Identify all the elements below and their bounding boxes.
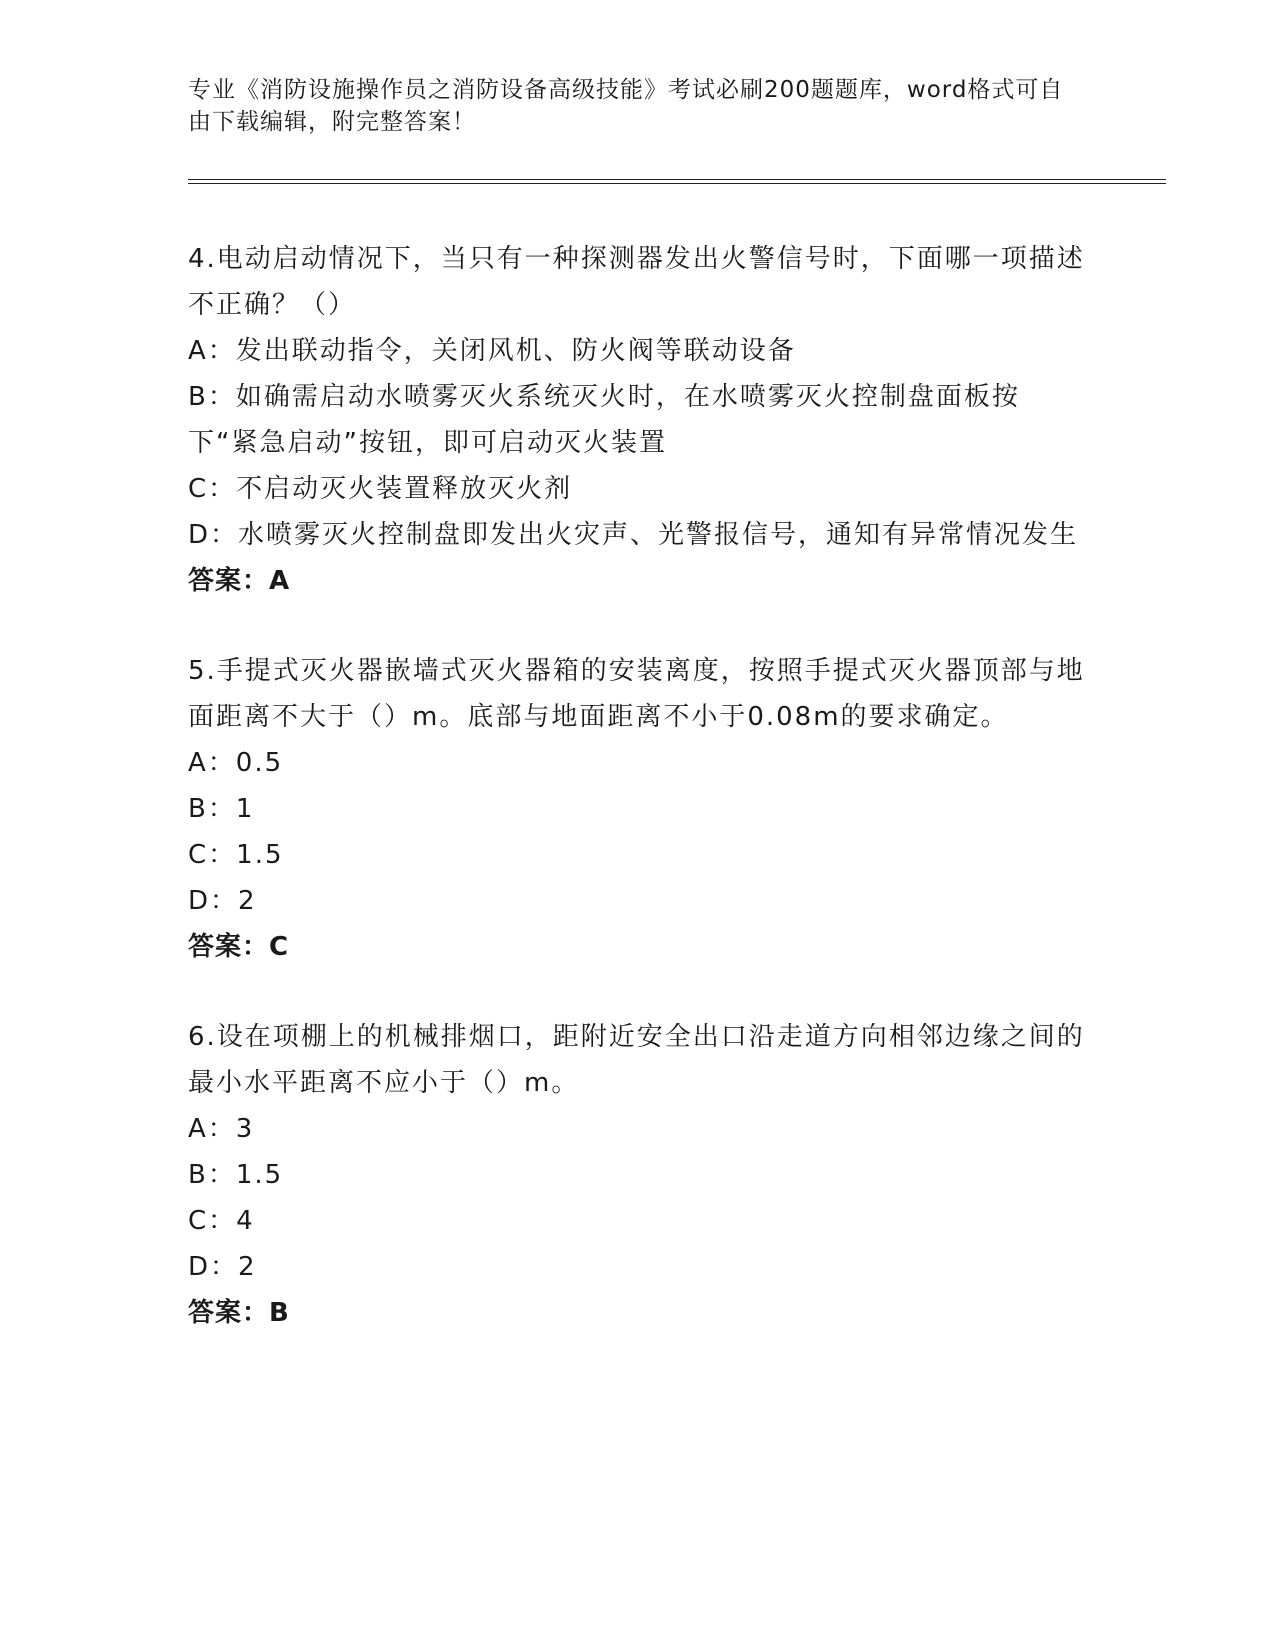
option-d: D：2 xyxy=(188,886,257,916)
option-b: B：1.5 xyxy=(188,1160,284,1190)
option-a: A：发出联动指令，关闭风机、防火阀等联动设备 xyxy=(188,336,796,366)
option-b: B：1 xyxy=(188,794,255,824)
question-stem: 6.设在项棚上的机械排烟口，距附近安全出口沿走道方向相邻边缘之间的最小水平距离不应小于（）m。 xyxy=(188,1022,1085,1098)
question-6 xyxy=(188,1014,1088,1336)
answer: 答案：A xyxy=(188,566,291,596)
document-header: 专业《消防设施操作员之消防设备高级技能》考试必刷200题题库，word格式可自由下载编辑，附完整答案！ xyxy=(188,77,1064,135)
option-c: C：不启动灭火装置释放灭火剂 xyxy=(188,474,573,504)
option-b: B：如确需启动水喷雾灭火系统灭火时，在水喷雾灭火控制盘面板按下“紧急启动”按钮，即可启动灭火装置 xyxy=(188,382,1020,458)
question-stem: 5.手提式灭火器嵌墙式灭火器箱的安装离度，按照手提式灭火器顶部与地面距离不大于（）m。底部与地面距离不小于0.08m的要求确定。 xyxy=(188,656,1085,732)
question-4 xyxy=(188,236,1088,604)
header-divider xyxy=(188,179,1166,184)
answer: 答案：B xyxy=(188,1298,290,1328)
option-a: A：3 xyxy=(188,1114,255,1144)
option-d: D：水喷雾灭火控制盘即发出火灾声、光警报信号，通知有异常情况发生 xyxy=(188,520,1079,550)
option-c: C：1.5 xyxy=(188,840,284,870)
question-5 xyxy=(188,648,1088,970)
option-a: A：0.5 xyxy=(188,748,284,778)
question-list xyxy=(188,236,1088,1380)
answer: 答案：C xyxy=(188,932,290,962)
option-d: D：2 xyxy=(188,1252,257,1282)
question-stem: 4.电动启动情况下，当只有一种探测器发出火警信号时，下面哪一项描述不正确？（） xyxy=(188,244,1085,320)
option-c: C：4 xyxy=(188,1206,255,1236)
